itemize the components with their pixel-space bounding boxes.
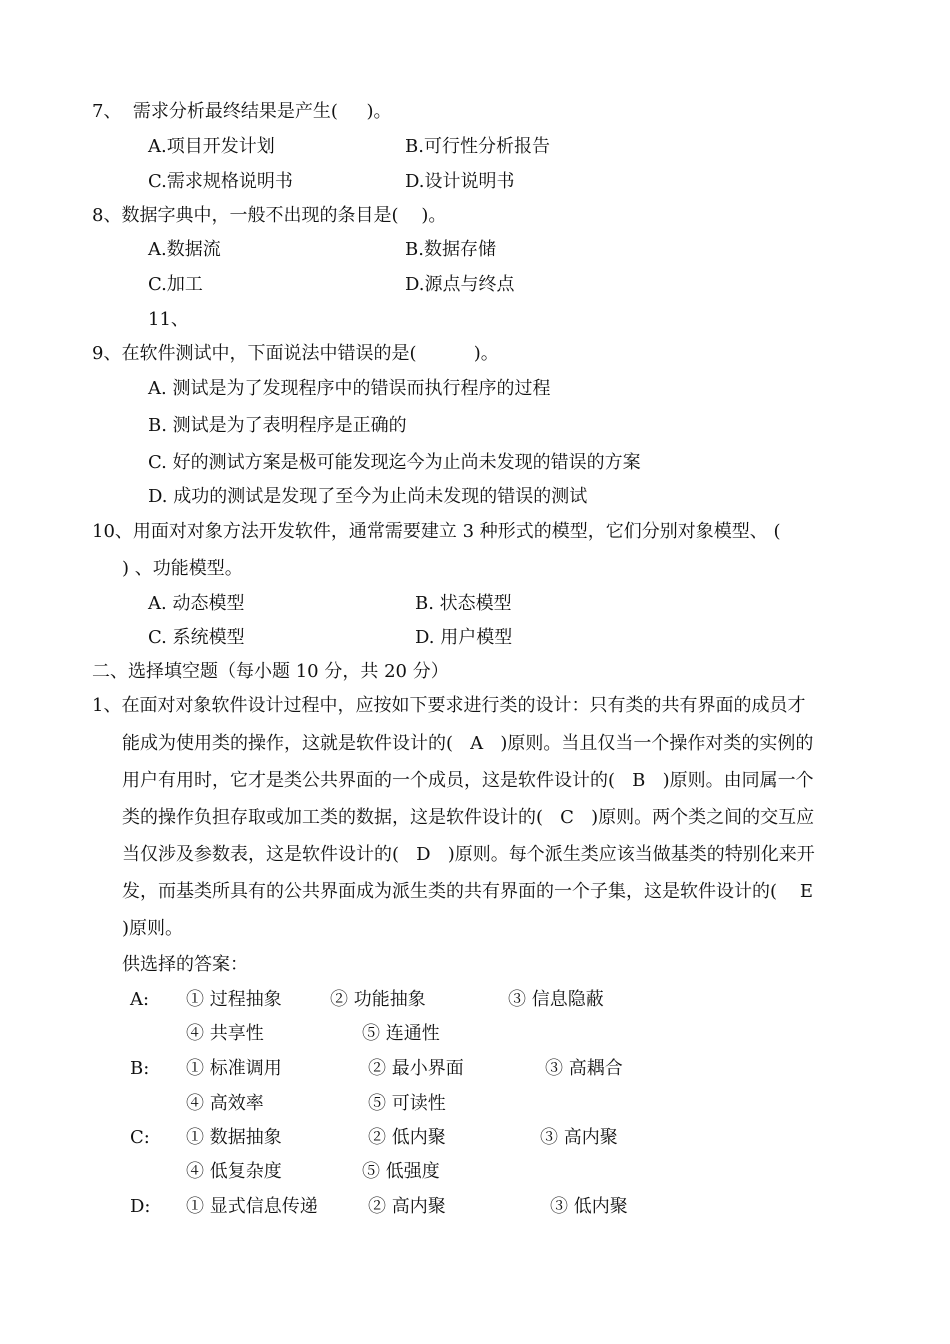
choice-c-2: ② 低内聚 <box>368 1127 446 1148</box>
choice-group-label-b: B: <box>130 1058 150 1079</box>
choice-c-4: ④ 低复杂度 <box>186 1161 282 1182</box>
q7-stem: 7、 需求分析最终结果是产生( )。 <box>92 101 392 122</box>
section2-q1-line: 当仅涉及参数表，这是软件设计的( D )原则。每个派生类应该当做基类的特别化来开 <box>122 844 815 865</box>
choice-b-1: ① 标准调用 <box>186 1058 282 1079</box>
q9-option-b: B. 测试是为了表明程序是正确的 <box>148 415 407 436</box>
q8-stem: 8、数据字典中，一般不出现的条目是( )。 <box>92 205 447 226</box>
stray-number: 11、 <box>148 309 189 330</box>
choice-d-2: ② 高内聚 <box>368 1196 446 1217</box>
q9-stem: 9、在软件测试中，下面说法中错误的是( )。 <box>92 343 499 364</box>
choice-d-1: ① 显式信息传递 <box>186 1196 318 1217</box>
choice-c-5: ⑤ 低强度 <box>362 1161 440 1182</box>
q10-stem-line2: ) 、功能模型。 <box>122 558 243 579</box>
choice-b-4: ④ 高效率 <box>186 1093 264 1114</box>
q8-option-d: D.源点与终点 <box>405 274 515 295</box>
q7-option-b: B.可行性分析报告 <box>405 136 550 157</box>
choice-group-label-c: C: <box>130 1127 150 1148</box>
q10-option-a: A. 动态模型 <box>148 593 245 614</box>
choice-a-4: ④ 共享性 <box>186 1023 264 1044</box>
choice-a-2: ② 功能抽象 <box>330 989 426 1010</box>
section2-q1-line: 1、在面对对象软件设计过程中，应按如下要求进行类的设计：只有类的共有界面的成员才 <box>92 695 806 716</box>
q7-option-d: D.设计说明书 <box>405 171 515 192</box>
q9-option-c: C. 好的测试方案是极可能发现迄今为止尚未发现的错误的方案 <box>148 452 641 473</box>
choice-group-label-d: D: <box>130 1196 151 1217</box>
q10-option-d: D. 用户模型 <box>415 627 513 648</box>
choice-b-3: ③ 高耦合 <box>545 1058 623 1079</box>
choice-group-label-a: A: <box>130 989 150 1010</box>
q7-option-c: C.需求规格说明书 <box>148 171 293 192</box>
section2-q1-line: 类的操作负担存取或加工类的数据，这是软件设计的( C )原则。两个类之间的交互应 <box>122 807 815 828</box>
choice-c-3: ③ 高内聚 <box>540 1127 618 1148</box>
choice-a-5: ⑤ 连通性 <box>362 1023 440 1044</box>
section2-q1-line: 发，而基类所具有的公共界面成为派生类的共有界面的一个子集，这是软件设计的( E <box>122 881 814 902</box>
q10-stem-line1: 10、用面对对象方法开发软件，通常需要建立 3 种形式的模型，它们分别对象模型、 ( <box>92 521 781 542</box>
choice-a-1: ① 过程抽象 <box>186 989 282 1010</box>
q10-option-c: C. 系统模型 <box>148 627 245 648</box>
q9-option-a: A. 测试是为了发现程序中的错误而执行程序的过程 <box>148 378 551 399</box>
section2-q1-line: )原则。 <box>122 918 184 939</box>
q8-option-b: B.数据存储 <box>405 239 496 260</box>
q8-option-c: C.加工 <box>148 274 203 295</box>
choice-b-2: ② 最小界面 <box>368 1058 464 1079</box>
q7-option-a: A.项目开发计划 <box>148 136 275 157</box>
options-heading: 供选择的答案： <box>122 954 248 975</box>
choice-c-1: ① 数据抽象 <box>186 1127 282 1148</box>
q10-option-b: B. 状态模型 <box>415 593 512 614</box>
q9-option-d: D. 成功的测试是发现了至今为止尚未发现的错误的测试 <box>148 486 588 507</box>
choice-d-3: ③ 低内聚 <box>550 1196 628 1217</box>
choice-b-5: ⑤ 可读性 <box>368 1093 446 1114</box>
section2-q1-line: 用户有用时，它才是类公共界面的一个成员，这是软件设计的( B )原则。由同属一个 <box>122 770 814 791</box>
section2-q1-line: 能成为使用类的操作，这就是软件设计的( A )原则。当且仅当一个操作对类的实例的 <box>122 733 814 754</box>
choice-a-3: ③ 信息隐蔽 <box>508 989 604 1010</box>
section2-title: 二、选择填空题（每小题 10 分，共 20 分） <box>92 661 449 682</box>
q8-option-a: A.数据流 <box>148 239 221 260</box>
